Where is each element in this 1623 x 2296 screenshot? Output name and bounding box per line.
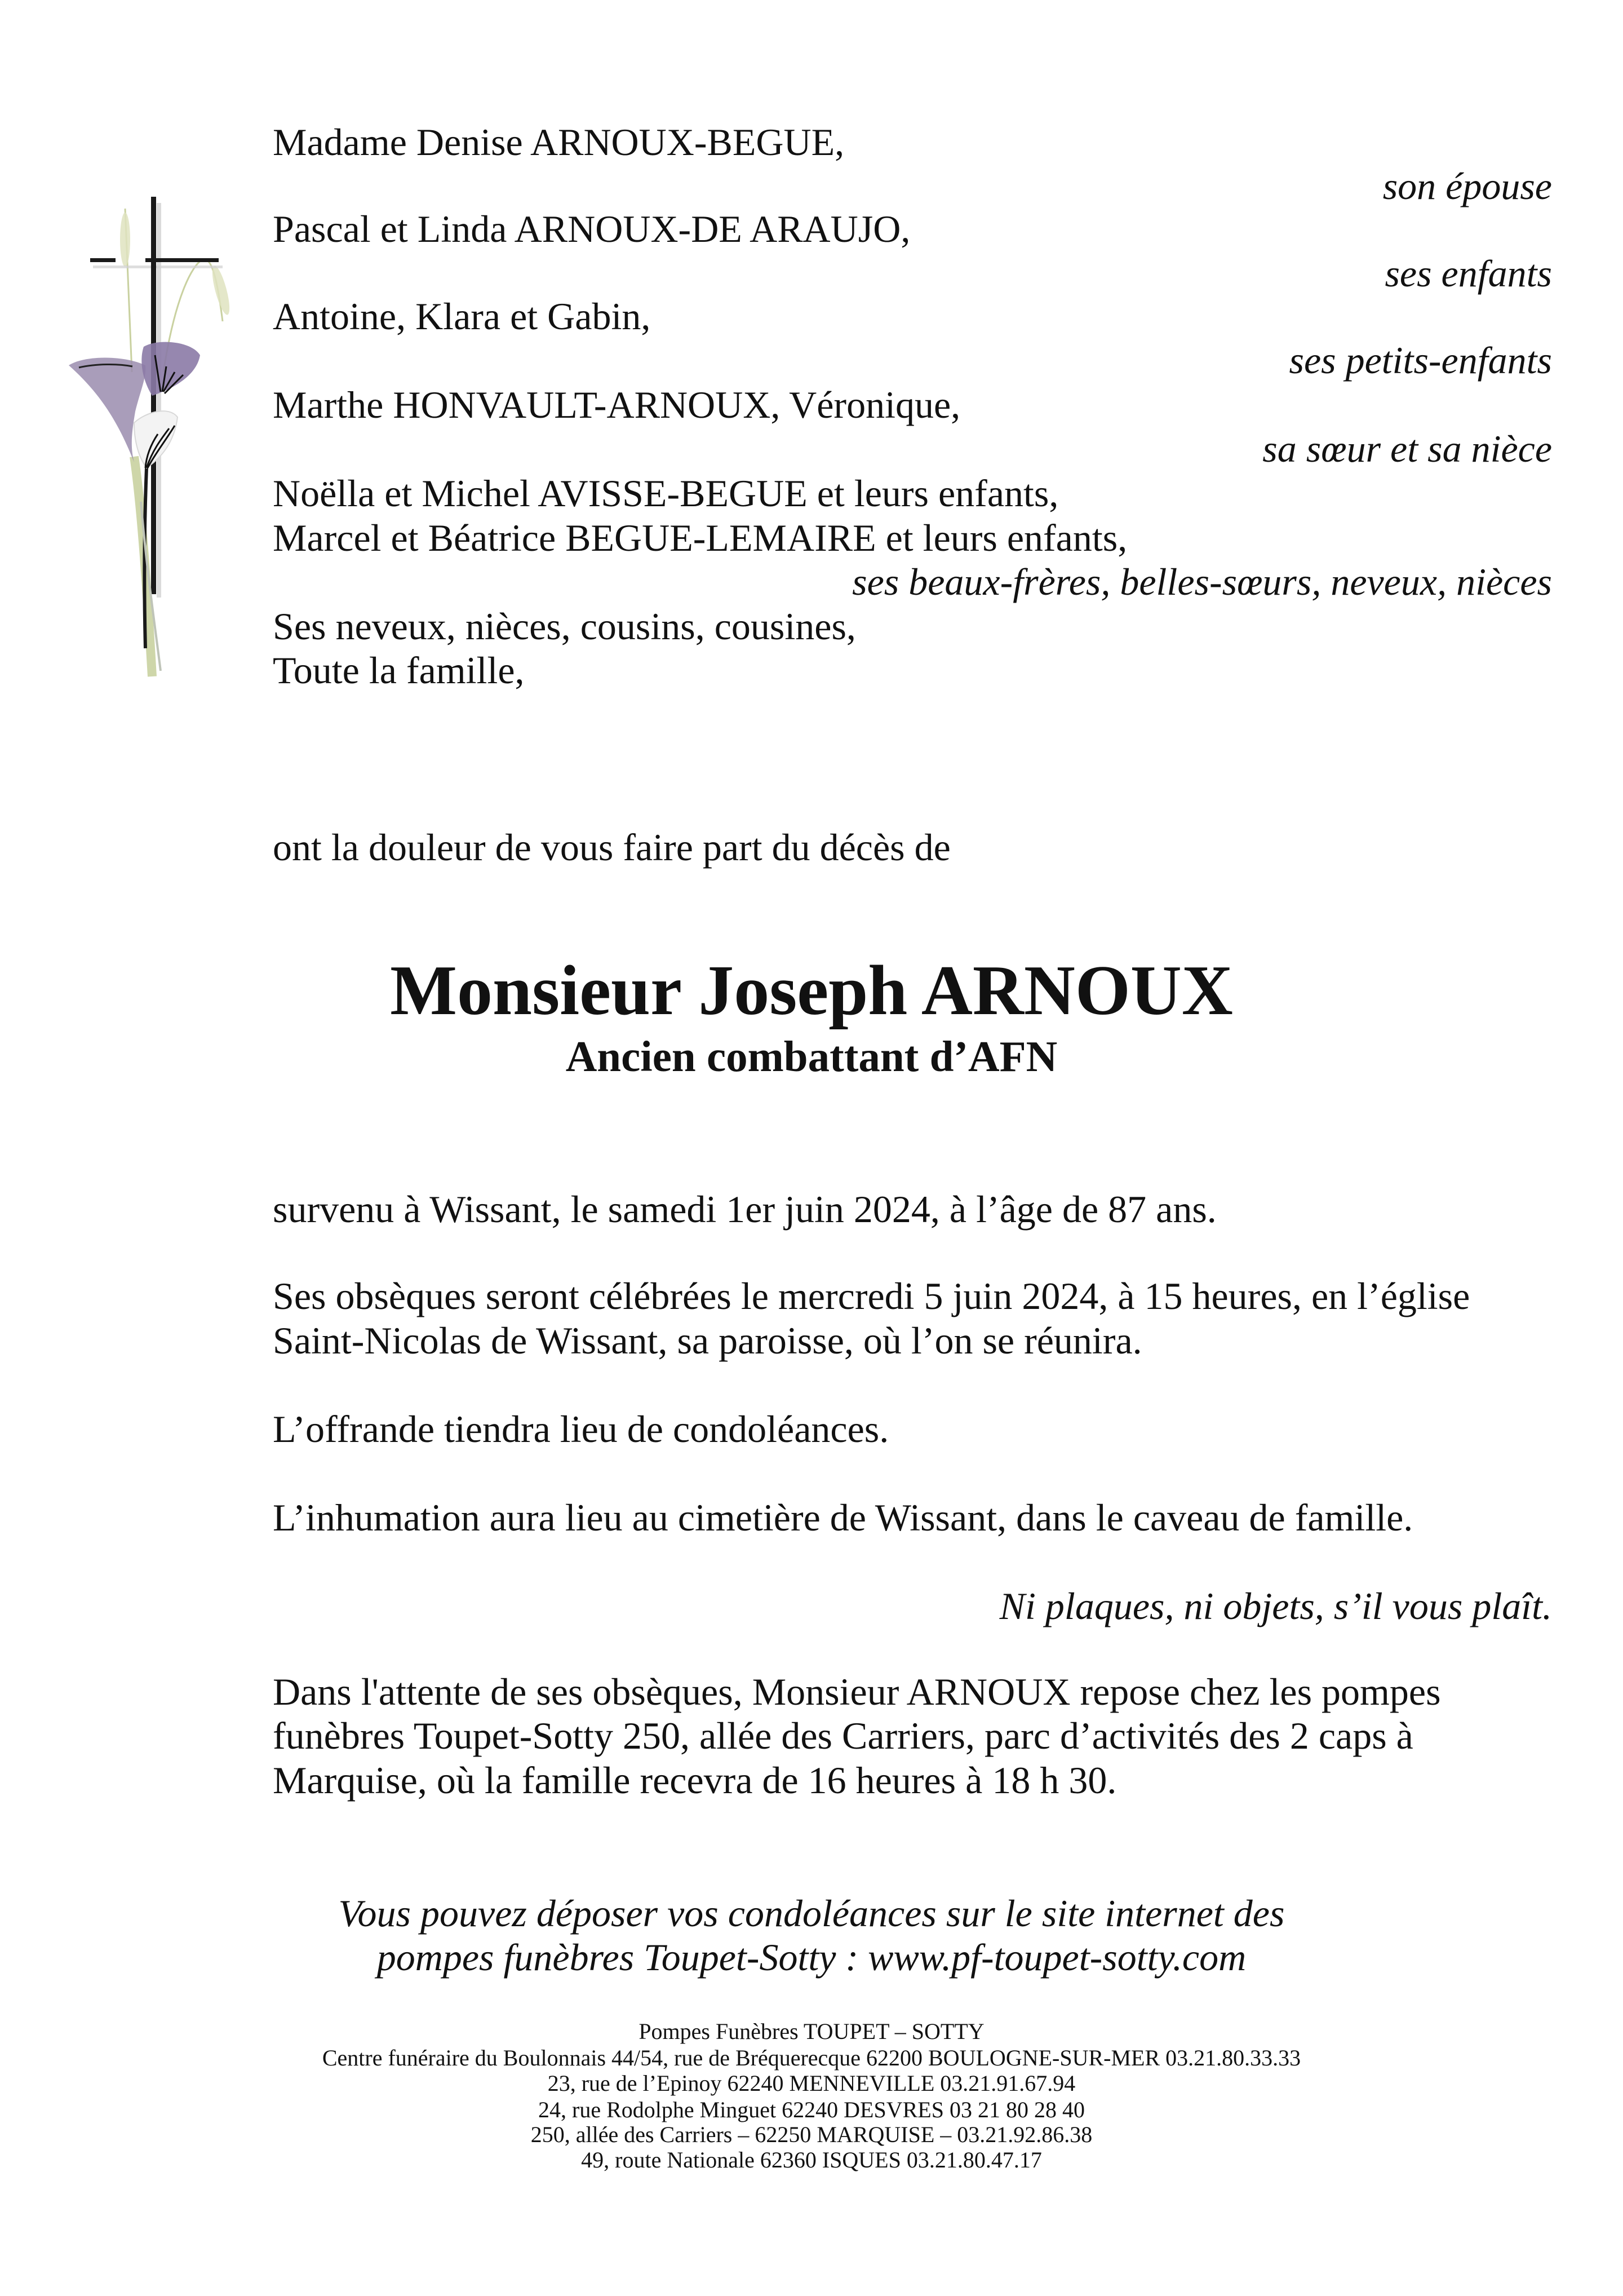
cross-vertical-bar	[151, 197, 156, 594]
footer-address: 24, rue Rodolphe Minguet 62240 DESVRES 03 21 80 28 40	[538, 2097, 1085, 2122]
deceased-name: Monsieur Joseph ARNOUX	[390, 952, 1233, 1030]
family-member-in-law: Noëlla et Michel AVISSE-BEGUE et leurs enfants,	[273, 472, 1059, 515]
footer-address: 250, allée des Carriers – 62250 MARQUISE – 03.21.92.86.38	[530, 2122, 1093, 2147]
funeral-details: Ses obsèques seront célébrées le mercredi 5 juin 2024, à 15 heures, en l’église	[273, 1275, 1470, 1317]
viewing-details: funèbres Toupet-Sotty 250, allée des Carriers, parc d’activités des 2 caps à	[273, 1714, 1413, 1757]
footer-address: 49, route Nationale 62360 ISQUES 03.21.80.47.17	[581, 2147, 1042, 2173]
family-member-grandchildren: Antoine, Klara et Gabin,	[273, 295, 651, 338]
relation-label: ses enfants	[1385, 252, 1552, 295]
relation-label: son épouse	[1382, 165, 1552, 207]
viewing-details: Dans l'attente de ses obsèques, Monsieur ARNOUX repose chez les pompes	[273, 1670, 1441, 1713]
family-member-spouse: Madame Denise ARNOUX-BEGUE,	[273, 121, 845, 163]
cross-horizontal-bar-right	[145, 258, 219, 262]
funeral-details: Saint-Nicolas de Wissant, sa paroisse, où l’on se réunira.	[273, 1319, 1142, 1362]
lily-petal-left	[69, 358, 145, 463]
burial-details: L’inhumation aura lieu au cimetière de Wissant, dans le caveau de famille.	[273, 1496, 1413, 1539]
footer-address: 23, rue de l’Epinoy 62240 MENNEVILLE 03.21.91.67.94	[547, 2071, 1076, 2096]
offering-note: L’offrande tiendra lieu de condoléances.	[273, 1408, 889, 1450]
flowers-request: Ni plaques, ni objets, s’il vous plaît.	[999, 1585, 1552, 1627]
relation-label: ses beaux-frères, belles-sœurs, neveux, nièces	[852, 560, 1552, 603]
announcement-text: ont la douleur de vous faire part du décès de	[273, 826, 951, 869]
deceased-title: Ancien combattant d’AFN	[565, 1032, 1058, 1081]
relation-label: ses petits-enfants	[1289, 339, 1552, 382]
condolences-website[interactable]: pompes funèbres Toupet-Sotty : www.pf-toupet-sotty.com	[376, 1936, 1247, 1979]
condolences-note: Vous pouvez déposer vos condoléances sur le site internet des	[338, 1892, 1285, 1935]
family-others: Ses neveux, nièces, cousins, cousines,	[273, 605, 856, 648]
viewing-details: Marquise, où la famille recevra de 16 heures à 18 h 30.	[273, 1759, 1117, 1802]
cross-horizontal-bar-left	[90, 258, 116, 262]
cross-lily-ornament-icon	[62, 186, 248, 693]
wheat-ear-icon	[120, 213, 130, 267]
footer-company-name: Pompes Funèbres TOUPET – SOTTY	[638, 2019, 985, 2044]
relation-label: sa sœur et sa nièce	[1262, 427, 1552, 470]
family-member-children: Pascal et Linda ARNOUX-DE ARAUJO,	[273, 207, 911, 250]
death-details: survenu à Wissant, le samedi 1er juin 2024, à l’âge de 87 ans.	[273, 1188, 1217, 1231]
family-member-sister-niece: Marthe HONVAULT-ARNOUX, Véronique,	[273, 383, 961, 426]
family-others: Toute la famille,	[273, 649, 525, 692]
footer-address: Centre funéraire du Boulonnais 44/54, rue de Bréquerecque 62200 BOULOGNE-SUR-MER 03.21.80.33.33	[322, 2045, 1301, 2071]
family-member-in-law: Marcel et Béatrice BEGUE-LEMAIRE et leurs enfants,	[273, 516, 1128, 559]
